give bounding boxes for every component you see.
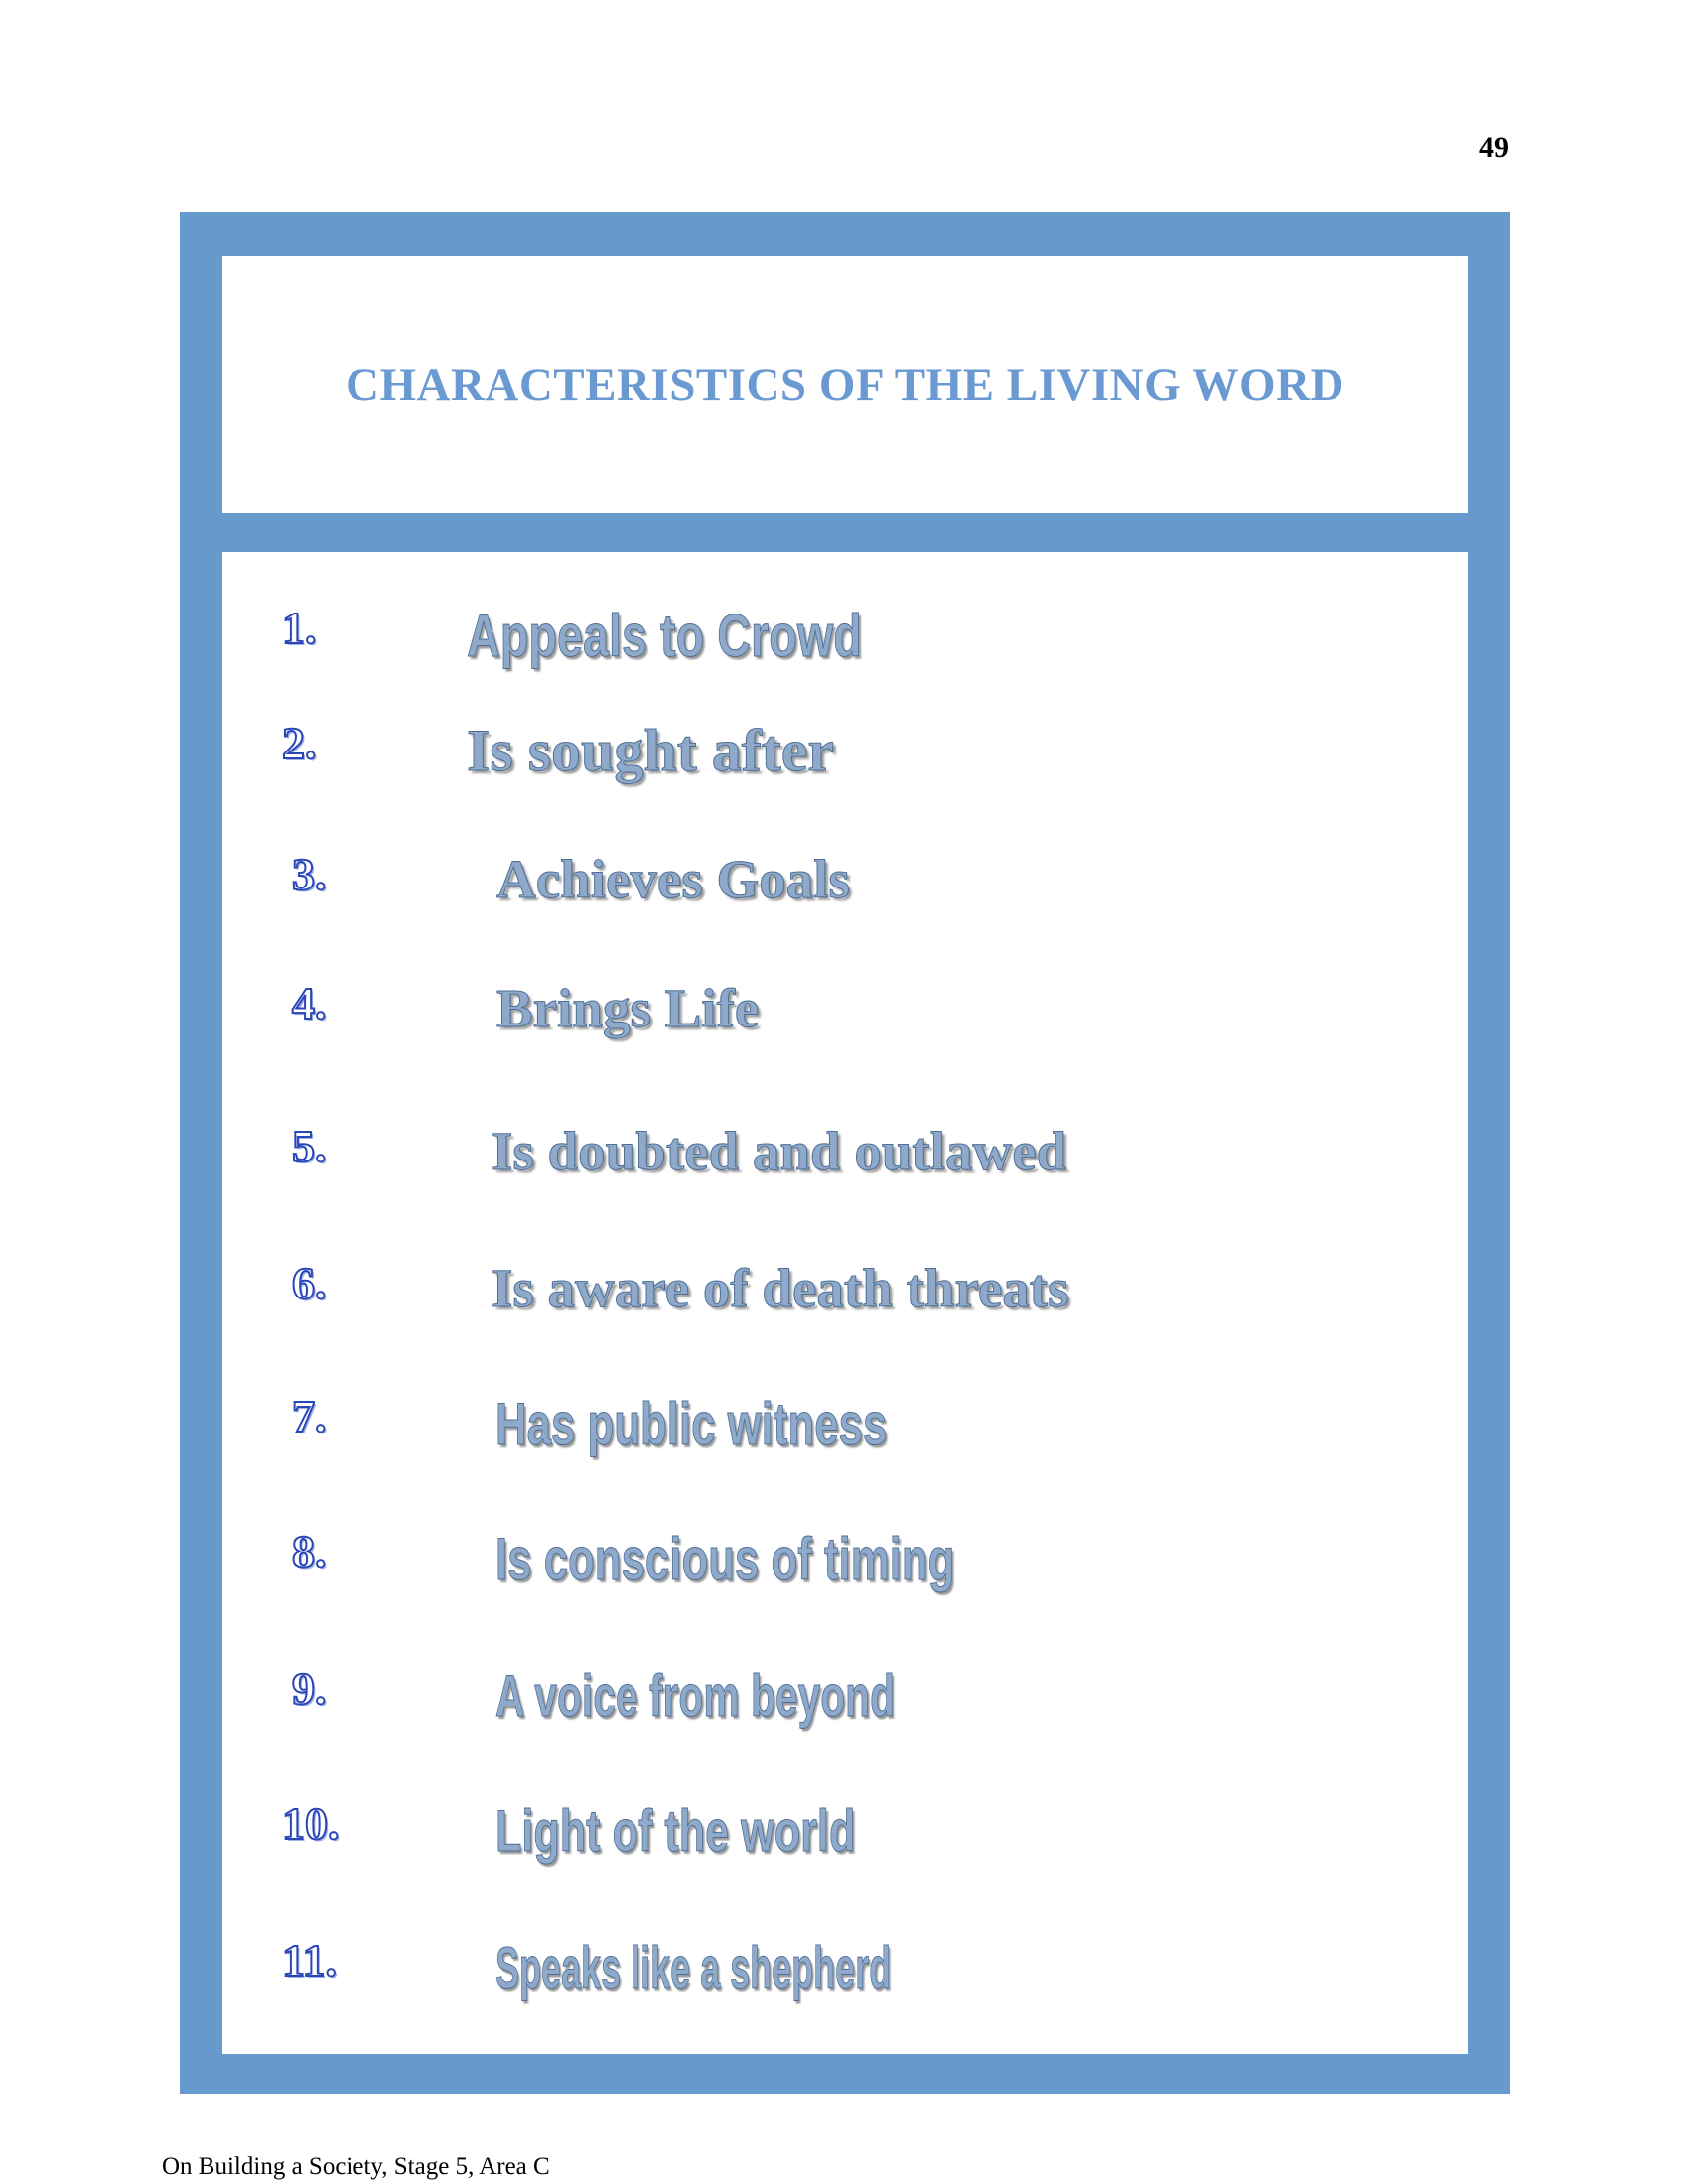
- item-number: 7.: [292, 1391, 327, 1441]
- item-number: 3.: [292, 849, 327, 899]
- title-box: [222, 256, 1468, 513]
- item-number: 4.: [292, 978, 327, 1028]
- list-item: [222, 1797, 1468, 1886]
- item-number: 10.: [282, 1798, 340, 1848]
- item-number: 6.: [292, 1258, 327, 1308]
- page-number: 49: [1479, 131, 1509, 164]
- item-number: 11.: [282, 1935, 337, 1985]
- item-text: A voice from beyond: [495, 1663, 896, 1729]
- item-text: Speaks like a shepherd: [495, 1935, 892, 2001]
- characteristics-list: [222, 552, 1468, 2054]
- item-number: 1.: [282, 603, 317, 653]
- list-item: [222, 1390, 1468, 1479]
- item-text: Is aware of death threats: [492, 1258, 1069, 1318]
- item-number: 9.: [292, 1663, 327, 1713]
- list-item: [222, 717, 1468, 806]
- page-footer: On Building a Society, Stage 5, Area C: [162, 2153, 550, 2180]
- item-text: Brings Life: [496, 978, 760, 1038]
- list-item: [222, 977, 1468, 1066]
- item-text: Light of the world: [495, 1798, 856, 1864]
- list-item: [222, 1120, 1468, 1209]
- item-text: Is doubted and outlawed: [492, 1121, 1067, 1181]
- list-item: [222, 1257, 1468, 1346]
- list-item: [222, 1662, 1468, 1751]
- item-text: Is sought after: [467, 718, 834, 783]
- item-number: 2.: [282, 718, 317, 768]
- list-item: [222, 602, 1468, 691]
- item-text: Has public witness: [495, 1391, 888, 1457]
- content-frame: [180, 212, 1510, 2094]
- list-item: [222, 1525, 1468, 1614]
- item-number: 5.: [292, 1121, 327, 1171]
- item-text: Achieves Goals: [496, 849, 850, 909]
- item-text: Appeals to Crowd: [467, 603, 862, 669]
- list-item: [222, 1934, 1468, 2023]
- item-text: Is conscious of timing: [495, 1526, 955, 1592]
- item-number: 8.: [292, 1526, 327, 1576]
- list-item: [222, 848, 1468, 937]
- page-title: CHARACTERISTICS OF THE LIVING WORD: [346, 358, 1344, 411]
